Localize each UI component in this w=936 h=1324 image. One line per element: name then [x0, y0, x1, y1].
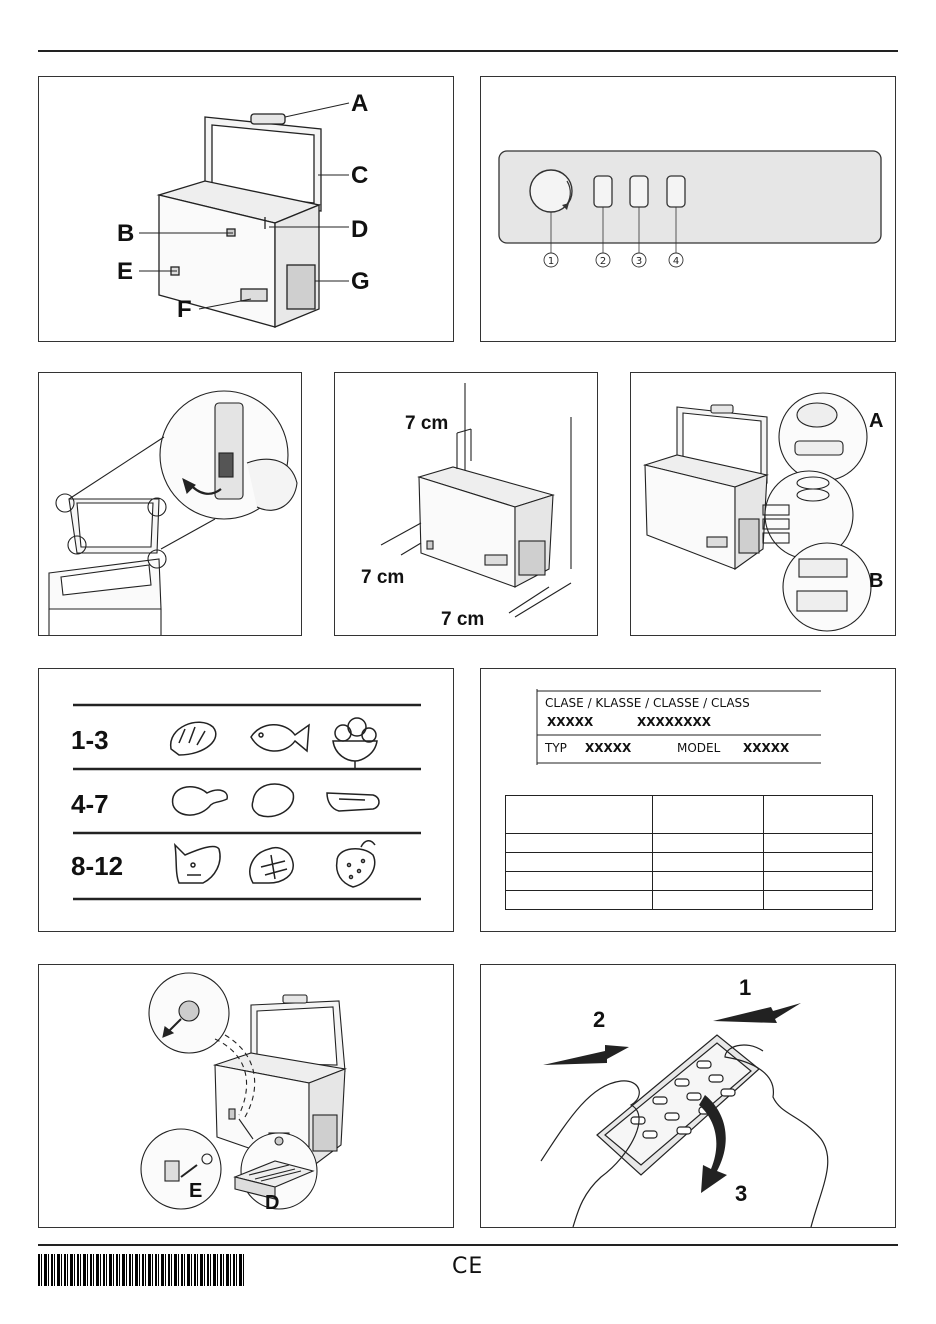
- bread-icon: [171, 722, 216, 755]
- strawberry-icon: [337, 841, 375, 887]
- distance-label-side: 7 cm: [361, 567, 405, 588]
- drain-label-e: E: [189, 1180, 203, 1202]
- label-g: G: [351, 268, 370, 295]
- figure-control-panel: [480, 76, 896, 342]
- label-d: D: [351, 216, 369, 243]
- spec-table: [505, 795, 873, 910]
- step-label-3: 3: [735, 1181, 748, 1206]
- storage-times-drawing: [39, 669, 454, 932]
- typ-label: TYP: [545, 741, 567, 755]
- model-value: XXXXX: [743, 741, 790, 755]
- barcode: [38, 1254, 246, 1286]
- figure-lid-hinges: [38, 372, 302, 636]
- figure-grille-removal: [480, 964, 896, 1228]
- label-e: E: [117, 258, 134, 285]
- figure-storage-zones: [630, 372, 896, 636]
- vegetable-icon: [250, 848, 293, 883]
- lemon-icon: [252, 784, 293, 817]
- ice-cream-icon: [333, 718, 377, 769]
- drain-label-d: D: [265, 1192, 280, 1214]
- distance-label-top: 7 cm: [405, 413, 449, 434]
- model-label: MODEL: [677, 741, 721, 755]
- figure-storage-times: [38, 668, 454, 932]
- typ-value: XXXXX: [585, 741, 632, 755]
- fish-icon: [251, 725, 309, 751]
- distance-label-back: 7 cm: [441, 609, 485, 630]
- defrost-drain-drawing: [39, 965, 454, 1228]
- label-a: A: [351, 90, 369, 117]
- figure-freezer-parts: [38, 76, 454, 342]
- control-number-3: 3: [635, 256, 643, 267]
- step-label-1: 1: [739, 975, 752, 1000]
- control-panel-drawing: [481, 77, 896, 342]
- top-rule: [38, 50, 898, 52]
- step-label-2: 2: [593, 1007, 606, 1032]
- control-number-4: 4: [672, 256, 680, 267]
- zone-label-b: B: [869, 570, 884, 592]
- pig-icon: [175, 845, 220, 883]
- lid-hinges-drawing: [39, 373, 302, 636]
- control-number-2: 2: [599, 256, 607, 267]
- control-number-1: 1: [547, 256, 555, 267]
- class-label: CLASE / KLASSE / CLASSE / CLASS: [545, 696, 750, 710]
- figure-rating-plate: [480, 668, 896, 932]
- label-c: C: [351, 162, 369, 189]
- months-label-row-2: 4-7: [71, 789, 109, 819]
- ce-mark: CE: [452, 1254, 484, 1279]
- figure-defrost-drain: [38, 964, 454, 1228]
- figure-installation-distances: [334, 372, 598, 636]
- months-label-row-1: 1-3: [71, 725, 109, 755]
- grille-removal-drawing: [481, 965, 896, 1228]
- label-f: F: [177, 296, 192, 323]
- class-value-2: XXXXXXXX: [637, 715, 712, 729]
- poultry-icon: [173, 787, 228, 815]
- months-label-row-3: 8-12: [71, 851, 124, 881]
- storage-zones-drawing: [631, 373, 896, 636]
- zone-label-a: A: [869, 410, 884, 432]
- meat-icon: [327, 793, 379, 811]
- class-value-1: XXXXX: [547, 715, 594, 729]
- installation-distances-drawing: [335, 373, 598, 636]
- label-b: B: [117, 220, 135, 247]
- freezer-parts-drawing: [39, 77, 454, 342]
- bottom-rule: [38, 1244, 898, 1246]
